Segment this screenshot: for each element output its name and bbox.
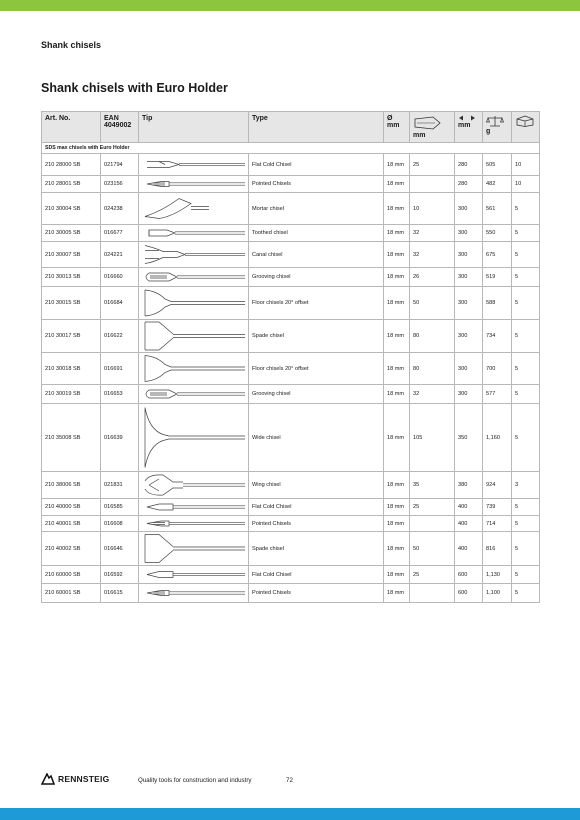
cell-diameter: 18 mm bbox=[384, 499, 410, 516]
cell-art-no: 210 40002 SB bbox=[42, 532, 101, 566]
cell-tip bbox=[139, 584, 249, 603]
column-diameter bbox=[384, 112, 410, 143]
chisel-tip-drawing bbox=[139, 193, 249, 224]
cell-ean: 016585 bbox=[101, 499, 139, 516]
cell-ean: 016639 bbox=[101, 404, 139, 472]
cell-type: Flat Cold Chisel bbox=[249, 154, 384, 176]
table-row bbox=[42, 472, 540, 499]
cell-tip bbox=[139, 154, 249, 176]
cell-weight: 734 bbox=[483, 320, 512, 353]
cell-tip bbox=[139, 242, 249, 268]
cell-pack: 5 bbox=[512, 268, 540, 287]
cell-width: 50 bbox=[410, 287, 455, 320]
chisel-tip-drawing bbox=[139, 532, 249, 565]
cell-art-no: 210 30019 SB bbox=[42, 385, 101, 404]
cell-art-no: 210 30018 SB bbox=[42, 353, 101, 385]
cell-diameter: 18 mm bbox=[384, 353, 410, 385]
cell-width: 80 bbox=[410, 353, 455, 385]
table-row bbox=[42, 404, 540, 472]
cell-width: 32 bbox=[410, 385, 455, 404]
group-label: SDS max chisels with Euro Holder bbox=[42, 143, 540, 154]
cell-width: 32 bbox=[410, 225, 455, 242]
table-row bbox=[42, 584, 540, 603]
table-row bbox=[42, 287, 540, 320]
chisel-tip-drawing bbox=[139, 225, 249, 241]
chisel-width-icon bbox=[413, 115, 443, 131]
length-arrows-icon bbox=[458, 115, 476, 121]
table-row bbox=[42, 225, 540, 242]
cell-pack: 10 bbox=[512, 176, 540, 193]
cell-diameter: 18 mm bbox=[384, 472, 410, 499]
cell-tip bbox=[139, 404, 249, 472]
cell-type: Canal chisel bbox=[249, 242, 384, 268]
cell-diameter: 18 mm bbox=[384, 584, 410, 603]
table-row bbox=[42, 242, 540, 268]
cell-length: 380 bbox=[455, 472, 483, 499]
cell-art-no: 210 28000 SB bbox=[42, 154, 101, 176]
cell-length: 600 bbox=[455, 566, 483, 584]
cell-width: 50 bbox=[410, 532, 455, 566]
cell-diameter: 18 mm bbox=[384, 532, 410, 566]
column-ean-prefix: 4049002 bbox=[104, 122, 132, 129]
cell-ean: 016592 bbox=[101, 566, 139, 584]
cell-type: Floor chisels 20° offset bbox=[249, 287, 384, 320]
cell-pack: 5 bbox=[512, 225, 540, 242]
table-row bbox=[42, 268, 540, 287]
chisel-tip-drawing bbox=[139, 154, 249, 175]
cell-diameter: 18 mm bbox=[384, 176, 410, 193]
cell-tip bbox=[139, 193, 249, 225]
cell-tip bbox=[139, 385, 249, 404]
rennsteig-logo-icon bbox=[41, 773, 55, 785]
cell-tip bbox=[139, 225, 249, 242]
column-weight bbox=[483, 112, 512, 143]
cell-pack: 3 bbox=[512, 472, 540, 499]
cell-type: Spade chisel bbox=[249, 320, 384, 353]
cell-length: 400 bbox=[455, 516, 483, 532]
chisel-tip-drawing bbox=[139, 404, 249, 471]
chisel-tip-drawing bbox=[139, 385, 249, 403]
cell-type: Floor chisels 20° offset bbox=[249, 353, 384, 385]
cell-pack: 5 bbox=[512, 193, 540, 225]
chisel-tip-drawing bbox=[139, 566, 249, 583]
cell-art-no: 210 40000 SB bbox=[42, 499, 101, 516]
cell-pack: 5 bbox=[512, 566, 540, 584]
cell-ean: 016622 bbox=[101, 320, 139, 353]
cell-weight: 577 bbox=[483, 385, 512, 404]
cell-art-no: 210 30005 SB bbox=[42, 225, 101, 242]
cell-art-no: 210 30004 SB bbox=[42, 193, 101, 225]
column-type: Type bbox=[249, 112, 384, 143]
cell-width: 10 bbox=[410, 193, 455, 225]
column-art-no: Art. No. bbox=[42, 112, 101, 143]
cell-tip bbox=[139, 472, 249, 499]
cell-art-no: 210 30015 SB bbox=[42, 287, 101, 320]
cell-art-no: 210 28001 SB bbox=[42, 176, 101, 193]
package-icon bbox=[515, 115, 535, 127]
cell-length: 300 bbox=[455, 268, 483, 287]
cell-pack: 5 bbox=[512, 320, 540, 353]
cell-tip bbox=[139, 566, 249, 584]
cell-ean: 024221 bbox=[101, 242, 139, 268]
diameter-symbol: Ø bbox=[387, 115, 393, 122]
cell-length: 300 bbox=[455, 242, 483, 268]
chisel-tip-drawing bbox=[139, 176, 249, 192]
cell-ean: 016646 bbox=[101, 532, 139, 566]
cell-tip bbox=[139, 287, 249, 320]
chisel-tip-drawing bbox=[139, 472, 249, 498]
cell-type: Toothed chisel bbox=[249, 225, 384, 242]
cell-weight: 739 bbox=[483, 499, 512, 516]
width-unit: mm bbox=[413, 132, 426, 139]
cell-art-no: 210 30013 SB bbox=[42, 268, 101, 287]
cell-weight: 1,100 bbox=[483, 584, 512, 603]
cell-width bbox=[410, 176, 455, 193]
cell-width: 35 bbox=[410, 472, 455, 499]
brand-name: RENNSTEIG bbox=[58, 774, 110, 784]
cell-weight: 505 bbox=[483, 154, 512, 176]
cell-length: 300 bbox=[455, 193, 483, 225]
cell-weight: 1,130 bbox=[483, 566, 512, 584]
chisel-tip-drawing bbox=[139, 268, 249, 286]
cell-length: 300 bbox=[455, 287, 483, 320]
chisel-tip-drawing bbox=[139, 499, 249, 515]
cell-diameter: 18 mm bbox=[384, 193, 410, 225]
cell-tip bbox=[139, 268, 249, 287]
cell-weight: 1,160 bbox=[483, 404, 512, 472]
cell-length: 400 bbox=[455, 532, 483, 566]
cell-ean: 016691 bbox=[101, 353, 139, 385]
cell-weight: 482 bbox=[483, 176, 512, 193]
cell-width: 80 bbox=[410, 320, 455, 353]
cell-pack: 10 bbox=[512, 154, 540, 176]
cell-diameter: 18 mm bbox=[384, 225, 410, 242]
cell-ean: 016608 bbox=[101, 516, 139, 532]
cell-width bbox=[410, 516, 455, 532]
cell-diameter: 18 mm bbox=[384, 385, 410, 404]
product-table bbox=[41, 111, 540, 603]
cell-ean: 021831 bbox=[101, 472, 139, 499]
chisel-tip-drawing bbox=[139, 584, 249, 602]
cell-type: Pointed Chisels bbox=[249, 176, 384, 193]
table-row bbox=[42, 320, 540, 353]
cell-ean: 016684 bbox=[101, 287, 139, 320]
chisel-tip-drawing bbox=[139, 242, 249, 267]
cell-weight: 550 bbox=[483, 225, 512, 242]
table-row bbox=[42, 532, 540, 566]
page-title: Shank chisels with Euro Holder bbox=[41, 81, 228, 95]
cell-diameter: 18 mm bbox=[384, 566, 410, 584]
cell-weight: 700 bbox=[483, 353, 512, 385]
cell-type: Flat Cold Chisel bbox=[249, 566, 384, 584]
table-row bbox=[42, 176, 540, 193]
cell-width: 105 bbox=[410, 404, 455, 472]
cell-diameter: 18 mm bbox=[384, 268, 410, 287]
cell-length: 300 bbox=[455, 225, 483, 242]
cell-length: 300 bbox=[455, 385, 483, 404]
cell-tip bbox=[139, 176, 249, 193]
top-accent-bar bbox=[0, 0, 580, 11]
diameter-unit: mm bbox=[387, 122, 400, 129]
cell-ean: 021794 bbox=[101, 154, 139, 176]
cell-pack: 5 bbox=[512, 242, 540, 268]
cell-length: 400 bbox=[455, 499, 483, 516]
table-row bbox=[42, 154, 540, 176]
cell-length: 600 bbox=[455, 584, 483, 603]
cell-pack: 5 bbox=[512, 516, 540, 532]
cell-diameter: 18 mm bbox=[384, 287, 410, 320]
cell-type: Wide chisel bbox=[249, 404, 384, 472]
cell-type: Grooving chisel bbox=[249, 268, 384, 287]
cell-length: 300 bbox=[455, 320, 483, 353]
column-width bbox=[410, 112, 455, 143]
table-header-row bbox=[42, 112, 540, 143]
cell-length: 280 bbox=[455, 176, 483, 193]
cell-pack: 5 bbox=[512, 404, 540, 472]
cell-weight: 675 bbox=[483, 242, 512, 268]
cell-art-no: 210 30007 SB bbox=[42, 242, 101, 268]
cell-width: 25 bbox=[410, 154, 455, 176]
cell-art-no: 210 35008 SB bbox=[42, 404, 101, 472]
cell-tip bbox=[139, 353, 249, 385]
cell-type: Flat Cold Chisel bbox=[249, 499, 384, 516]
section-header: Shank chisels bbox=[41, 40, 102, 50]
cell-art-no: 210 40001 SB bbox=[42, 516, 101, 532]
cell-weight: 588 bbox=[483, 287, 512, 320]
cell-pack: 5 bbox=[512, 353, 540, 385]
cell-ean: 016660 bbox=[101, 268, 139, 287]
column-tip: Tip bbox=[139, 112, 249, 143]
table-row bbox=[42, 499, 540, 516]
cell-diameter: 18 mm bbox=[384, 242, 410, 268]
cell-art-no: 210 60000 SB bbox=[42, 566, 101, 584]
group-row bbox=[42, 143, 540, 154]
cell-diameter: 18 mm bbox=[384, 516, 410, 532]
length-unit: mm bbox=[458, 122, 471, 129]
cell-art-no: 210 30017 SB bbox=[42, 320, 101, 353]
cell-diameter: 18 mm bbox=[384, 404, 410, 472]
cell-tip bbox=[139, 320, 249, 353]
cell-diameter: 18 mm bbox=[384, 320, 410, 353]
cell-width: 26 bbox=[410, 268, 455, 287]
table-row bbox=[42, 566, 540, 584]
cell-tip bbox=[139, 499, 249, 516]
chisel-tip-drawing bbox=[139, 353, 249, 384]
column-pack bbox=[512, 112, 540, 143]
cell-ean: 016677 bbox=[101, 225, 139, 242]
cell-pack: 5 bbox=[512, 287, 540, 320]
cell-weight: 561 bbox=[483, 193, 512, 225]
page-number: 72 bbox=[286, 777, 293, 784]
scale-weight-icon bbox=[486, 115, 504, 127]
chisel-tip-drawing bbox=[139, 320, 249, 352]
weight-unit: g bbox=[486, 128, 491, 135]
cell-length: 300 bbox=[455, 353, 483, 385]
cell-type: Grooving chisel bbox=[249, 385, 384, 404]
cell-width: 25 bbox=[410, 566, 455, 584]
cell-type: Spade chisel bbox=[249, 532, 384, 566]
cell-ean: 023156 bbox=[101, 176, 139, 193]
cell-width bbox=[410, 584, 455, 603]
cell-weight: 924 bbox=[483, 472, 512, 499]
chisel-tip-drawing bbox=[139, 516, 249, 531]
chisel-tip-drawing bbox=[139, 287, 249, 319]
cell-type: Wing chisel bbox=[249, 472, 384, 499]
cell-tip bbox=[139, 516, 249, 532]
cell-art-no: 210 60001 SB bbox=[42, 584, 101, 603]
table-row bbox=[42, 516, 540, 532]
table-row bbox=[42, 353, 540, 385]
cell-length: 280 bbox=[455, 154, 483, 176]
cell-pack: 5 bbox=[512, 532, 540, 566]
cell-pack: 5 bbox=[512, 584, 540, 603]
cell-type: Mortar chisel bbox=[249, 193, 384, 225]
cell-weight: 714 bbox=[483, 516, 512, 532]
cell-width: 25 bbox=[410, 499, 455, 516]
cell-tip bbox=[139, 532, 249, 566]
table-row bbox=[42, 385, 540, 404]
cell-ean: 024238 bbox=[101, 193, 139, 225]
cell-ean: 016653 bbox=[101, 385, 139, 404]
column-ean bbox=[101, 112, 139, 143]
cell-diameter: 18 mm bbox=[384, 154, 410, 176]
cell-weight: 519 bbox=[483, 268, 512, 287]
cell-width: 32 bbox=[410, 242, 455, 268]
cell-ean: 016615 bbox=[101, 584, 139, 603]
table-row bbox=[42, 193, 540, 225]
brand-logo bbox=[41, 773, 109, 785]
bottom-accent-bar bbox=[0, 808, 580, 820]
column-ean-label: EAN bbox=[104, 115, 119, 122]
column-length bbox=[455, 112, 483, 143]
cell-weight: 816 bbox=[483, 532, 512, 566]
cell-art-no: 210 38006 SB bbox=[42, 472, 101, 499]
cell-pack: 5 bbox=[512, 385, 540, 404]
cell-type: Pointed Chisels bbox=[249, 584, 384, 603]
cell-pack: 5 bbox=[512, 499, 540, 516]
footer-tagline: Quality tools for construction and industry bbox=[138, 777, 252, 784]
cell-type: Pointed Chisels bbox=[249, 516, 384, 532]
cell-length: 350 bbox=[455, 404, 483, 472]
